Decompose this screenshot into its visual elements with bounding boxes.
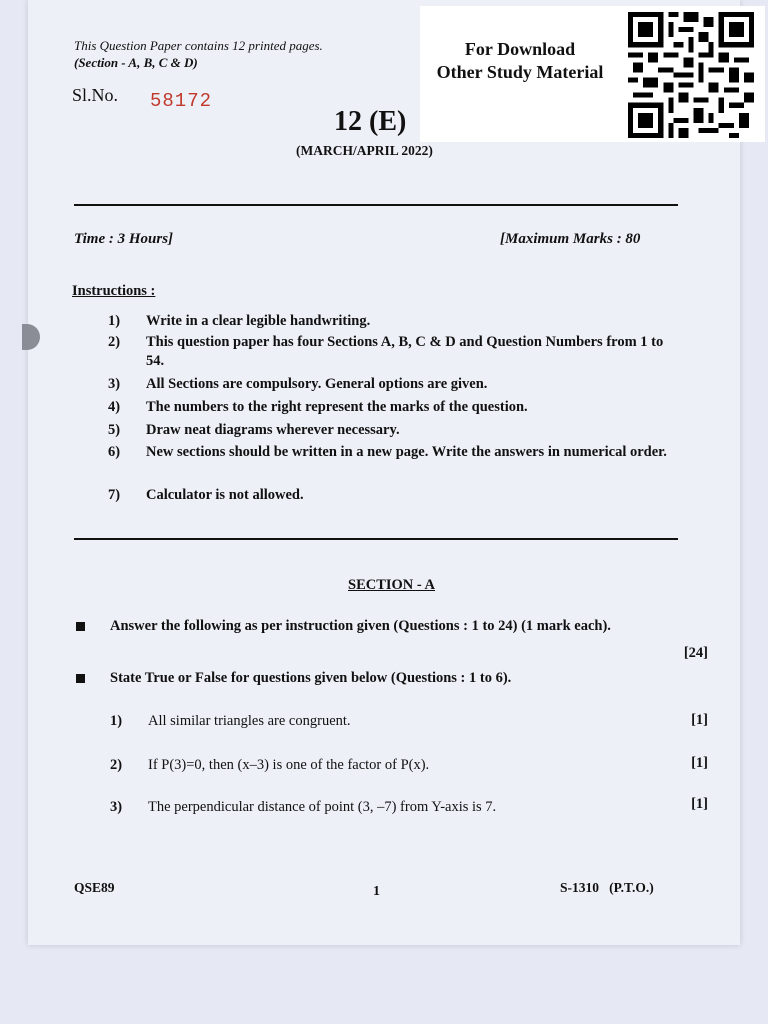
paper-code: 12 (E) [334, 106, 407, 137]
promo-line-1: For Download [464, 39, 576, 59]
header-divider [74, 204, 678, 206]
section-a-title: SECTION - A [348, 577, 436, 593]
footer-code: QSE89 [74, 880, 115, 895]
question-marks: [1] [691, 796, 708, 812]
sections-line: (Section - A, B, C & D) [74, 55, 198, 70]
bullet-icon [76, 622, 85, 631]
time-label: Time : 3 Hours] [74, 231, 174, 247]
promo-line-2: Other Study Material [436, 62, 604, 82]
question-marks: [1] [691, 755, 708, 771]
true-false-instruction: State True or False for questions given below (Questions : 1 to 6). [110, 670, 512, 686]
qr-code-icon[interactable] [624, 12, 758, 138]
question-marks: [1] [691, 712, 708, 728]
session: (MARCH/APRIL 2022) [296, 143, 433, 158]
max-marks: [Maximum Marks : 80 [500, 231, 641, 247]
instructions-title: Instructions : [72, 283, 156, 299]
section-a-instruction: Answer the following as per instruction given (Questions : 1 to 24) (1 mark each). [110, 618, 611, 634]
page-number: 1 [373, 884, 380, 899]
instructions-divider [74, 538, 678, 540]
serial-number: 58172 [150, 90, 213, 112]
section-a-total-marks: [24] [683, 645, 708, 661]
pages-line: This Question Paper contains 12 printed pages. [74, 38, 323, 53]
bullet-icon [76, 674, 85, 683]
serial-label: Sl.No. [72, 85, 119, 105]
footer-pto: S-1310 (P.T.O.) [560, 880, 654, 895]
